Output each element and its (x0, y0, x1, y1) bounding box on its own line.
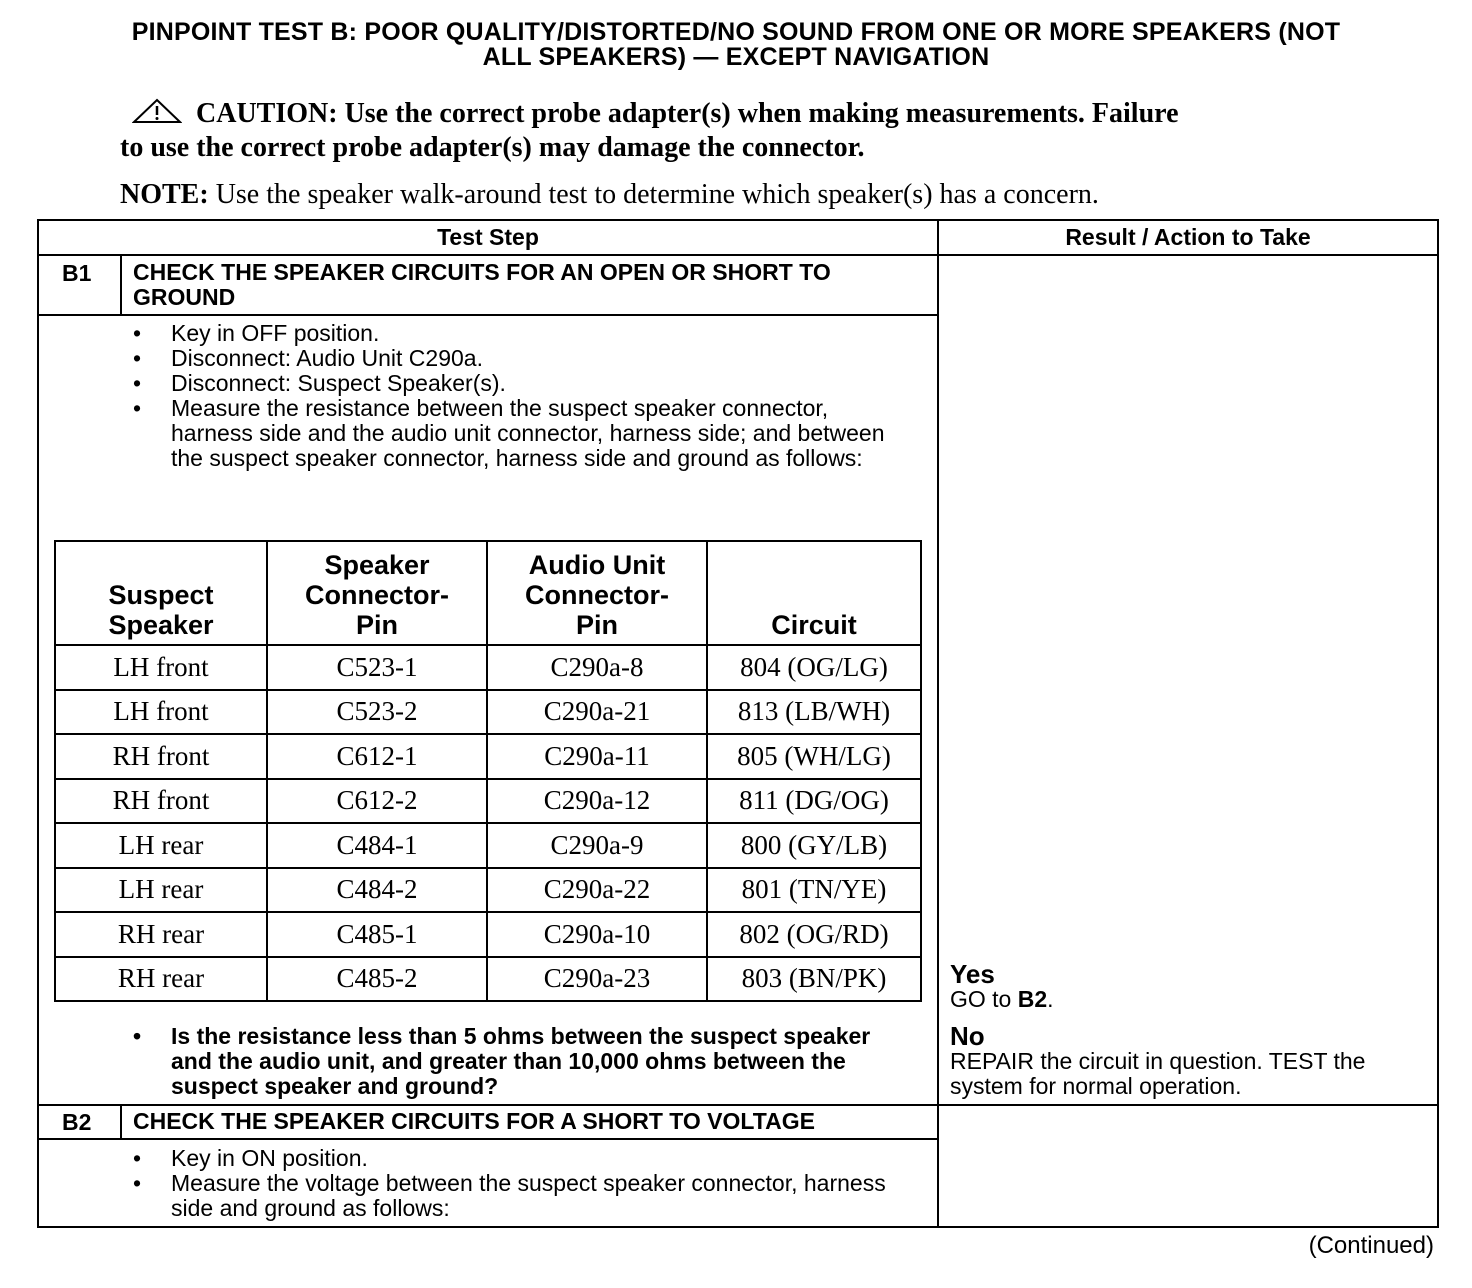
table-cell: 802 (OG/RD) (707, 912, 921, 957)
b2-top-divider (37, 1104, 1439, 1106)
list-item: • Is the resistance less than 5 ohms between the suspect speaker and the audio unit, and greater than 10,000 ohms between the suspect speaker and ground? (133, 1023, 871, 1099)
go-to-b2-link[interactable]: B2 (1017, 986, 1048, 1012)
table-cell: C290a-23 (487, 957, 707, 1002)
b1-id-divider (120, 254, 122, 316)
list-item: • Disconnect: Audio Unit C290a. (133, 345, 483, 371)
no-label: No (950, 1021, 985, 1051)
list-item: • Disconnect: Suspect Speaker(s). (133, 370, 506, 396)
table-cell: 803 (BN/PK) (707, 957, 921, 1002)
warning-triangle-icon (132, 98, 182, 132)
table-cell: C485-2 (267, 957, 487, 1002)
pin-table-body (55, 645, 921, 1001)
table-cell: C290a-9 (487, 823, 707, 868)
col-circuit: Circuit (707, 541, 921, 645)
list-item: • Measure the resistance between the suspect speaker connector, harness side and the audio unit connector, harness side; and between the suspect speaker connector, harness side and ground as follows: (133, 395, 885, 471)
yes-action: GO to B2. (950, 986, 1054, 1012)
caution-text-2: to use the correct probe adapter(s) may damage the connector. (120, 132, 865, 163)
b1-result-no (950, 1023, 1428, 1099)
table-cell: 801 (TN/YE) (707, 868, 921, 913)
table-cell: C523-1 (267, 645, 487, 690)
step-title-b2: CHECK THE SPEAKER CIRCUITS FOR A SHORT TO VOLTAGE (133, 1108, 815, 1134)
list-item: • Measure the voltage between the suspect speaker connector, harness side and ground as follows: (133, 1170, 886, 1221)
table-cell: LH rear (55, 823, 267, 868)
table-cell: C290a-12 (487, 779, 707, 824)
table-row (55, 779, 921, 824)
note-label: NOTE: (120, 179, 209, 210)
table-cell: C485-1 (267, 912, 487, 957)
table-cell: C484-1 (267, 823, 487, 868)
note-text: Use the speaker walk-around test to determine which speaker(s) has a concern. (215, 179, 1099, 210)
no-action: REPAIR the circuit in question. TEST the system for normal operation. (950, 1048, 1366, 1099)
test-step-header: Test Step (437, 224, 539, 250)
header-divider (37, 254, 1439, 256)
table-row (55, 734, 921, 779)
column-divider (937, 219, 939, 1228)
result-header: Result / Action to Take (1065, 224, 1311, 250)
table-cell: RH rear (55, 957, 267, 1002)
table-cell: C290a-8 (487, 645, 707, 690)
title-line-2: ALL SPEAKERS) — EXCEPT NAVIGATION (482, 43, 990, 71)
table-cell: 804 (OG/LG) (707, 645, 921, 690)
table-cell: 813 (LB/WH) (707, 690, 921, 735)
caution-label: CAUTION: (196, 98, 338, 129)
yes-label: Yes (950, 959, 995, 989)
table-cell: C612-1 (267, 734, 487, 779)
table-cell: C290a-11 (487, 734, 707, 779)
table-row (55, 823, 921, 868)
table-cell: RH front (55, 779, 267, 824)
col-audio-unit-connector-pin: Audio Unit Connector-Pin (487, 541, 707, 645)
speaker-pin-table (54, 540, 922, 1002)
table-cell: 811 (DG/OG) (707, 779, 921, 824)
table-cell: LH rear (55, 868, 267, 913)
b2-title-divider (37, 1138, 939, 1140)
table-cell: LH front (55, 645, 267, 690)
col-suspect-speaker: Suspect Speaker (55, 541, 267, 645)
b1-title-divider (37, 314, 939, 316)
title-line-1: PINPOINT TEST B: POOR QUALITY/DISTORTED/NO SOUND FROM ONE OR MORE SPEAKERS (NOT (131, 18, 1341, 46)
table-cell: C290a-21 (487, 690, 707, 735)
table-row (55, 645, 921, 690)
step-title-b1: CHECK THE SPEAKER CIRCUITS FOR AN OPEN OR SHORT TO GROUND (133, 259, 831, 310)
pin-table-header-row (55, 541, 921, 645)
caution-text-1: Use the correct probe adapter(s) when making measurements. Failure (344, 98, 1179, 129)
b1-instructions (133, 321, 913, 471)
note-block (120, 178, 1420, 212)
table-cell: 800 (GY/LB) (707, 823, 921, 868)
table-cell: 805 (WH/LG) (707, 734, 921, 779)
table-cell: C290a-22 (487, 868, 707, 913)
step-id-b1: B1 (62, 260, 92, 286)
table-cell: LH front (55, 690, 267, 735)
b1-question (133, 1024, 913, 1099)
table-cell: RH front (55, 734, 267, 779)
table-cell: RH rear (55, 912, 267, 957)
table-cell: C484-2 (267, 868, 487, 913)
table-row (55, 957, 921, 1002)
caution-block (120, 98, 1340, 164)
col-speaker-connector-pin: Speaker Connector-Pin (267, 541, 487, 645)
table-row (55, 868, 921, 913)
list-item: • Key in OFF position. (133, 320, 380, 346)
table-cell: C612-2 (267, 779, 487, 824)
continued-label: (Continued) (1308, 1232, 1434, 1259)
step-id-b2: B2 (62, 1109, 92, 1135)
table-row (55, 690, 921, 735)
b2-instructions (133, 1146, 913, 1221)
b2-id-divider (120, 1104, 122, 1140)
page-title (40, 20, 1432, 70)
table-cell: C523-2 (267, 690, 487, 735)
table-cell: C290a-10 (487, 912, 707, 957)
table-row (55, 912, 921, 957)
b1-result-yes (950, 961, 1430, 1012)
list-item: • Key in ON position. (133, 1145, 368, 1171)
